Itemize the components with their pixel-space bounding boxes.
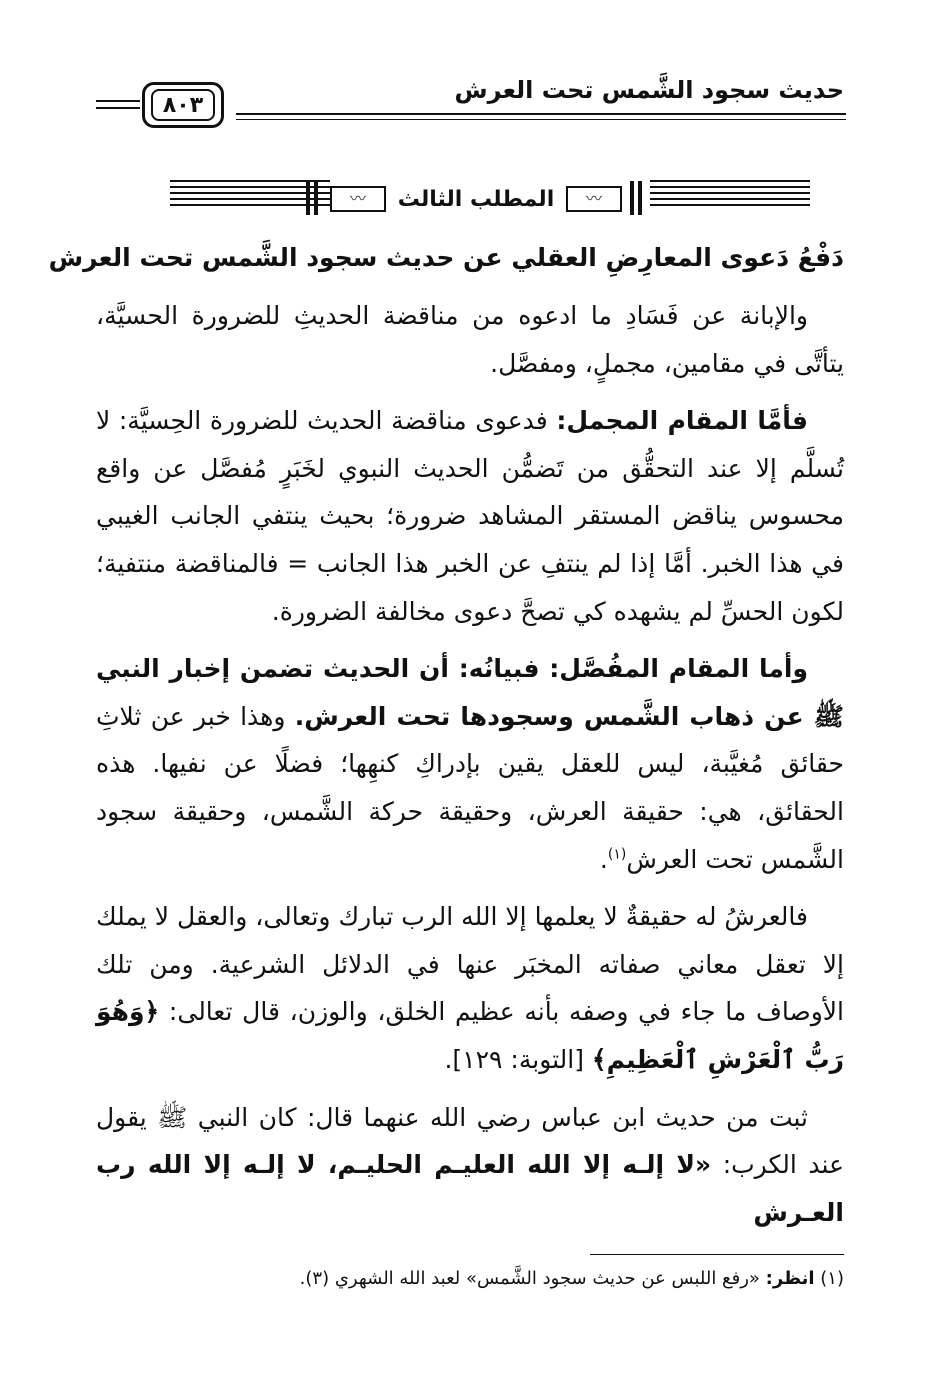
header-lead-lines — [96, 100, 140, 114]
section-label: المطلب الثالث — [397, 187, 555, 212]
running-title: حديث سجود الشَّمس تحت العرش — [454, 76, 844, 104]
paragraph-3-heading: وأما المقام المفُصَّل: فبيانُه: أن الحديث تضمن إخبار النبي ﷺ عن ذهاب الشَّمس وسجودها تحت العرش. — [96, 654, 844, 731]
hadith-quote: «لا إلـه إلا الله العليـم الحليـم، لا إلـه إلا الله رب العـرش — [96, 1150, 844, 1227]
footnote — [96, 1264, 844, 1294]
header-rule-thin — [236, 119, 846, 120]
ornament-box-right-icon: 〰 — [566, 186, 622, 212]
footnote-ref-1[interactable]: (١) — [607, 846, 627, 863]
paragraph-1 — [96, 292, 844, 387]
footnote-number: (١) — [820, 1268, 844, 1289]
paragraph-4 — [96, 893, 844, 1083]
verse-reference: [التوبة: ١٢٩]. — [444, 1044, 592, 1074]
ornament-lines-right — [650, 180, 810, 210]
paragraph-3-text: وهذا خبر عن ثلاثِ حقائق مُغيَّبة، ليس للعقل يقين بإدراكِ كنهِها؛ فضلًا عن نفيها. هذه الحقائق، هي: حقيقة العرش، وحقيقة حركة الشَّمس، وحقيقة سجود الشَّمس تحت العرش — [96, 701, 844, 874]
section-title: دَفْعُ دَعوى المعارِضِ العقلي عن حديث سجود الشَّمس تحت العرش — [48, 243, 844, 272]
page-number-frame — [142, 82, 224, 128]
footnote-text: «رفع اللبس عن حديث سجود الشَّمس» لعبد الله الشهري (٣). — [299, 1268, 766, 1289]
paragraph-1-text: والإبانة عن فَسَادِ ما ادعوه من مناقضة الحديثِ للضرورة الحسيَّة، يتأتَّى في مقامين، مجملٍ، ومفصَّل. — [96, 301, 844, 378]
footnote-label: انظر: — [765, 1268, 815, 1289]
ornament-bars-right — [630, 181, 644, 215]
page-number: ٨٠٣ — [151, 89, 215, 121]
paragraph-5-text: ثبت من حديث ابن عباس رضي الله عنهما قال: كان النبي ﷺ يقول عند الكرب: — [96, 1102, 844, 1180]
header-rule — [236, 113, 846, 115]
paragraph-4-text: فالعرشُ له حقيقةٌ لا يعلمها إلا الله الرب تبارك وتعالى، والعقل لا يملك إلا تعقل معاني صفاته المخبَر عنها في الدلائل الشرعية. ومن تلك الأوصاف ما جاء في وصفه بأنه عظيم الخلق، والوزن، قال تعالى: — [96, 902, 844, 1027]
footnote-rule — [590, 1254, 844, 1255]
paragraph-2-heading: فأمَّا المقام المجمل: — [556, 406, 809, 436]
ornament-lines-left — [170, 180, 330, 210]
paragraph-3-end: . — [599, 844, 608, 874]
paragraph-3 — [96, 645, 844, 883]
body-text — [96, 292, 844, 1246]
paragraph-2 — [96, 397, 844, 635]
quran-verse: ﴿وَهُوَ رَبُّ ٱلْعَرْشِ ٱلْعَظِيمِ﴾ — [96, 997, 844, 1074]
paragraph-5 — [96, 1094, 844, 1237]
paragraph-2-text: فدعوى مناقضة الحديث للضرورة الحِسيَّة: لا تُسلَّم إلا عند التحقُّق من تَضمُّن الحديث النبوي لخَبَرٍ مُفصَّل عن واقع محسوس يناقض المستقر المشاهد ضرورة؛ بحيث ينتفي الجانب الغيبي في هذا الخبر. أمَّا إذا لم ينتفِ عن الخبر هذا الجانب = فالمناقضة منتفية؛ لكون الحسِّ لم يشهده كي تصحَّ دعوى مخالفة الضرورة. — [96, 406, 844, 626]
ornament-box-left-icon: 〰 — [330, 186, 386, 212]
